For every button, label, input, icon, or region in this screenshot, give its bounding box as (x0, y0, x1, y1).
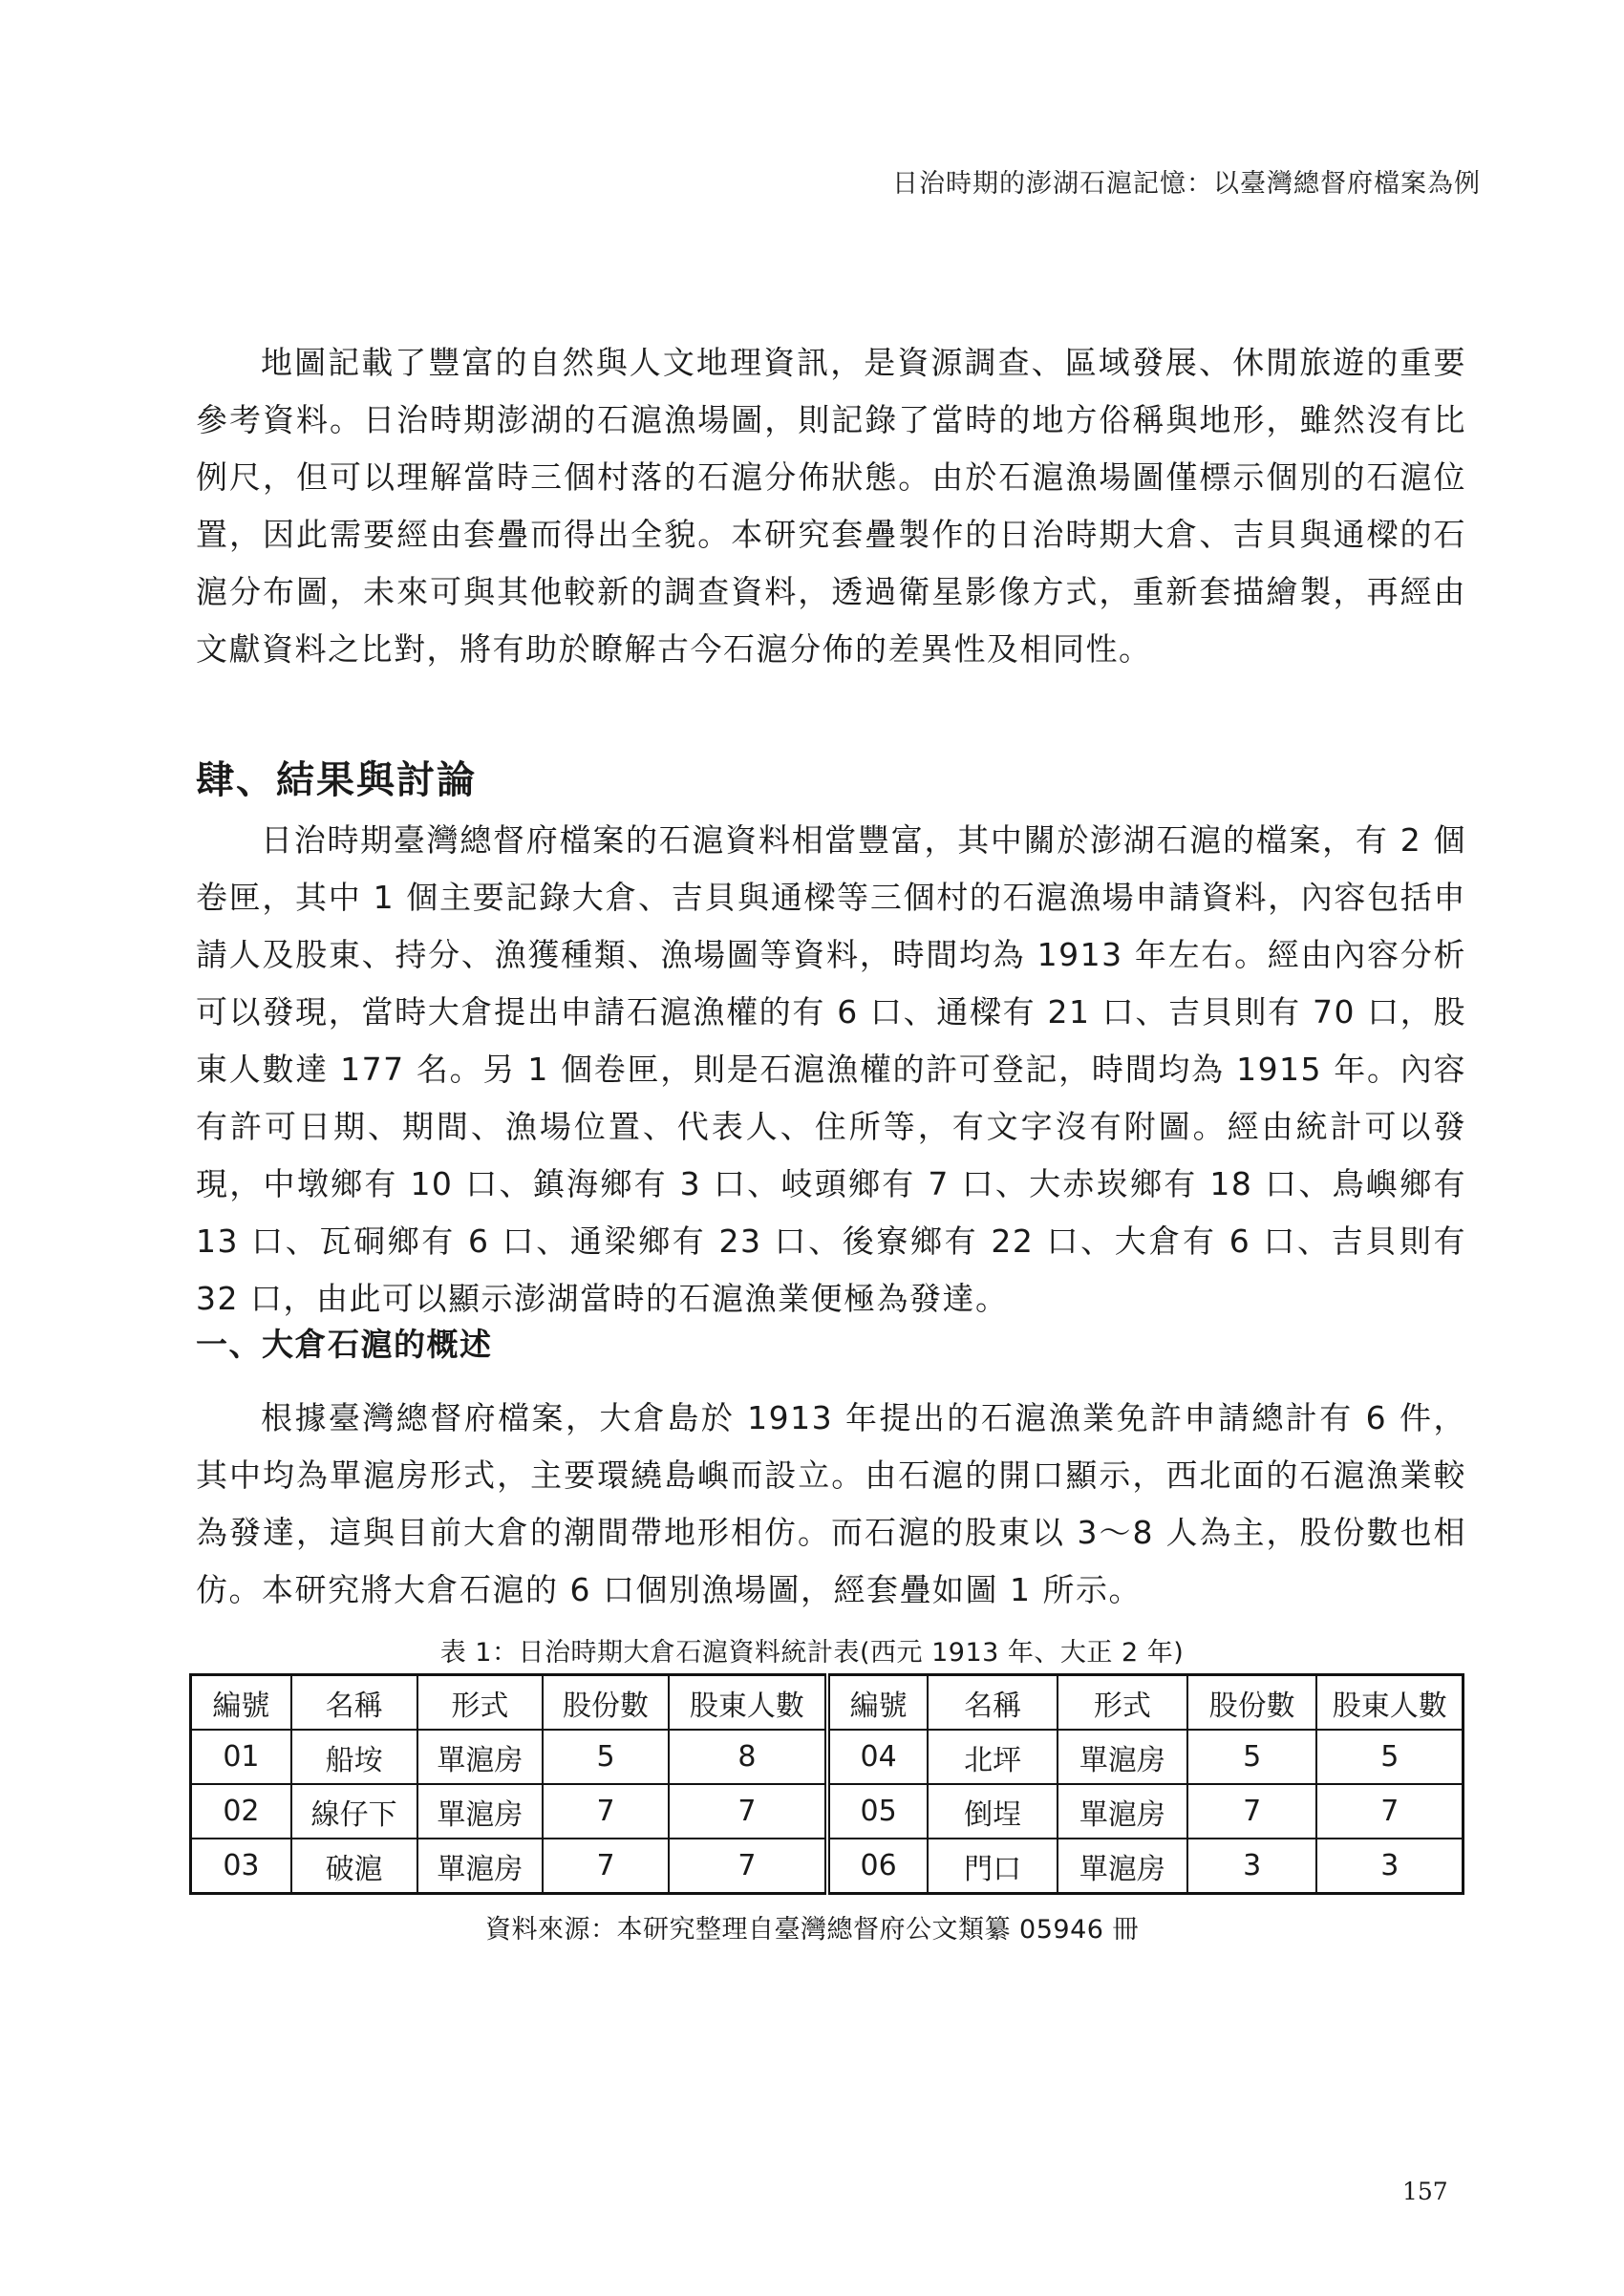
table-header-row (191, 1675, 1464, 1731)
cell-shareholders: 7 (669, 1839, 827, 1894)
col-header-shareholders: 股東人數 (1316, 1675, 1463, 1731)
cell-id: 01 (191, 1730, 291, 1784)
table-row (191, 1784, 1464, 1839)
col-header-shares: 股份數 (1187, 1675, 1317, 1731)
cell-type: 單滬房 (1058, 1730, 1187, 1784)
cell-name: 北坪 (928, 1730, 1058, 1784)
stone-weir-table (189, 1673, 1464, 1895)
cell-name: 船垵 (291, 1730, 417, 1784)
cell-id: 04 (827, 1730, 928, 1784)
cell-type: 單滬房 (417, 1730, 544, 1784)
col-header-id: 編號 (827, 1675, 928, 1731)
cell-shares: 3 (1187, 1839, 1317, 1894)
col-header-shareholders: 股東人數 (669, 1675, 827, 1731)
running-header: 日治時期的澎湖石滬記憶：以臺灣總督府檔案為例 (892, 169, 1481, 199)
table-caption: 表 1：日治時期大倉石滬資料統計表(西元 1913 年、大正 2 年) (439, 1638, 1185, 1668)
page-number: 157 (1402, 2178, 1448, 2205)
col-header-type: 形式 (1058, 1675, 1187, 1731)
cell-shares: 5 (1187, 1730, 1317, 1784)
cell-shareholders: 3 (1316, 1839, 1463, 1894)
cell-type: 單滬房 (1058, 1784, 1187, 1839)
cell-type: 單滬房 (417, 1839, 544, 1894)
cell-id: 06 (827, 1839, 928, 1894)
col-header-type: 形式 (417, 1675, 544, 1731)
results-paragraph: 日治時期臺灣總督府檔案的石滬資料相當豐富，其中關於澎湖石滬的檔案，有 2 個卷匣，其中 1 個主要記錄大倉、吉貝與通樑等三個村的石滬漁場申請資料，內容包括申請人及股東、持分、漁獲種類、漁場圖等資料，時間均為 1913 年左右。經由內容分析可以發現，當時大倉提出申請石滬漁權的有 6 口、通樑有 21 口、吉貝則有 70 口，股東人數達 177 名。另 1 個卷匣，則是石滬漁權的許可登記，時間均為 1915 年。內容有許可日期、期間、漁場位置、代表人、住所等，有文字沒有附圖。經由統計可以發現，中墩鄉有 10 口、鎮海鄉有 3 口、岐頭鄉有 7 口、大赤崁鄉有 18 口、鳥嶼鄉有 13 口、瓦硐鄉有 6 口、通梁鄉有 23 口、後寮鄉有 22 口、大倉有 6 口、吉貝則有 32 口，由此可以顯示澎湖當時的石滬漁業便極為發達。 (196, 821, 1466, 1317)
section-heading: 肆、結果與討論 (196, 757, 477, 802)
cell-shares: 7 (1187, 1784, 1317, 1839)
cell-name: 倒埕 (928, 1784, 1058, 1839)
col-header-id: 編號 (191, 1675, 291, 1731)
cell-type: 單滬房 (417, 1784, 544, 1839)
subsection-heading: 一、大倉石滬的概述 (196, 1326, 493, 1363)
cell-name: 線仔下 (291, 1784, 417, 1839)
intro-paragraph: 地圖記載了豐富的自然與人文地理資訊，是資源調查、區域發展、休閒旅遊的重要參考資料。日治時期澎湖的石滬漁場圖，則記錄了當時的地方俗稱與地形，雖然沒有比例尺，但可以理解當時三個村落的石滬分佈狀態。由於石滬漁場圖僅標示個別的石滬位置，因此需要經由套疊而得出全貌。本研究套疊製作的日治時期大倉、吉貝與通樑的石滬分布圖，未來可與其他較新的調查資料，透過衛星影像方式，重新套描繪製，再經由文獻資料之比對，將有助於瞭解古今石滬分佈的差異性及相同性。 (196, 344, 1466, 668)
cell-shares: 7 (543, 1839, 669, 1894)
dacang-paragraph: 根據臺灣總督府檔案，大倉島於 1913 年提出的石滬漁業免許申請總計有 6 件，其中均為單滬房形式，主要環繞島嶼而設立。由石滬的開口顯示，西北面的石滬漁業較為發達，這與目前大倉的潮間帶地形相仿。而石滬的股東以 3～8 人為主，股份數也相仿。本研究將大倉石滬的 6 口個別漁場圖，經套疊如圖 1 所示。 (196, 1399, 1466, 1608)
cell-type: 單滬房 (1058, 1839, 1187, 1894)
cell-id: 03 (191, 1839, 291, 1894)
cell-shareholders: 7 (1316, 1784, 1463, 1839)
table-row (191, 1839, 1464, 1894)
col-header-name: 名稱 (291, 1675, 417, 1731)
cell-id: 05 (827, 1784, 928, 1839)
table-source-note: 資料來源：本研究整理自臺灣總督府公文類纂 05946 冊 (484, 1915, 1140, 1945)
cell-shares: 7 (543, 1784, 669, 1839)
cell-name: 門口 (928, 1839, 1058, 1894)
col-header-name: 名稱 (928, 1675, 1058, 1731)
cell-shares: 5 (543, 1730, 669, 1784)
col-header-shares: 股份數 (543, 1675, 669, 1731)
table-row (191, 1730, 1464, 1784)
cell-shareholders: 7 (669, 1784, 827, 1839)
cell-shareholders: 5 (1316, 1730, 1463, 1784)
cell-shareholders: 8 (669, 1730, 827, 1784)
cell-id: 02 (191, 1784, 291, 1839)
cell-name: 破滬 (291, 1839, 417, 1894)
